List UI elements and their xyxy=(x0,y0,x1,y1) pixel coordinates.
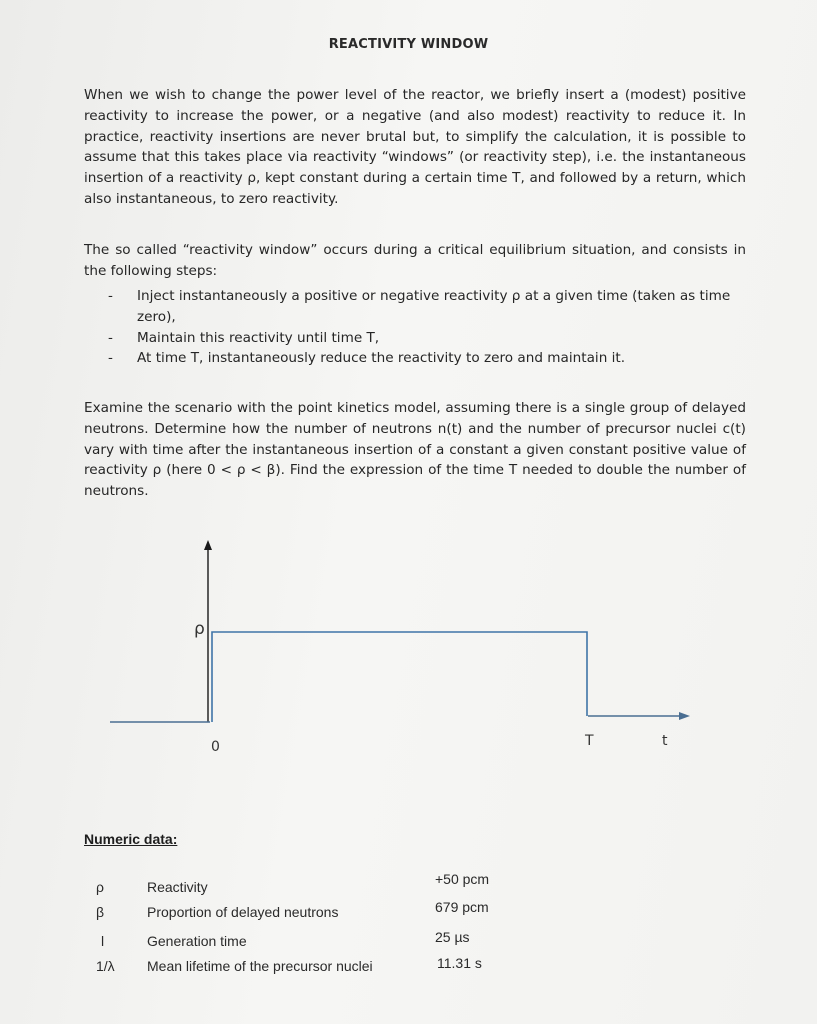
row-value: +50 pcm xyxy=(435,871,490,887)
step-text: Inject instantaneously a positive or negative reactivity ρ at a given time (taken as time zero), xyxy=(137,288,731,325)
symbol-beta: β xyxy=(96,904,105,920)
y-axis-label: ρ xyxy=(194,619,205,639)
row-value: 11.31 s xyxy=(437,955,482,971)
list-dash: - xyxy=(108,350,113,367)
t-axis-label: t xyxy=(662,733,668,749)
list-dash: - xyxy=(108,329,113,346)
numeric-data-heading: Numeric data: xyxy=(84,831,178,847)
reactivity-window-diagram xyxy=(0,530,817,760)
row-value: 679 pcm xyxy=(435,899,489,915)
row-description: Generation time xyxy=(147,933,247,949)
x-axis-arrow-icon xyxy=(679,712,690,720)
table-row xyxy=(0,871,817,899)
origin-label: 0 xyxy=(211,739,220,755)
steps-list xyxy=(108,286,748,369)
window-definition-paragraph: The so called “reactivity window” occurs during a critical equilibrium situation, and consists in the following steps: xyxy=(84,242,746,279)
row-description: Proportion of delayed neutrons xyxy=(147,904,339,920)
row-description: Reactivity xyxy=(147,879,208,895)
symbol-l: l xyxy=(101,933,105,949)
row-value: 25 µs xyxy=(435,929,470,945)
table-row xyxy=(0,899,817,924)
y-axis-arrow-icon xyxy=(204,540,212,550)
list-item xyxy=(108,328,748,349)
document-title: REACTIVITY WINDOW xyxy=(328,37,489,52)
symbol-rho: ρ xyxy=(96,879,104,895)
list-item xyxy=(108,286,748,328)
step-text: Maintain this reactivity until time T, xyxy=(137,329,380,346)
table-row xyxy=(0,929,817,953)
step-text: At time T, instantaneously reduce the reactivity to zero and maintain it. xyxy=(137,350,626,367)
reactivity-pulse xyxy=(212,632,587,722)
task-paragraph: Examine the scenario with the point kinetics model, assuming there is a single group of delayed neutrons. Determine how the number of neutrons n(t) and the number of precursor nuclei c(t) vary with time after the instantaneous insertion of a constant a given constant positive value of reactivity ρ (here 0 < ρ < β). Find the expression of the time T needed to double the number of neutrons. xyxy=(84,400,746,500)
list-dash: - xyxy=(108,288,113,304)
row-description: Mean lifetime of the precursor nuclei xyxy=(147,958,373,974)
table-row xyxy=(0,955,817,978)
symbol-inverse-lambda: 1/λ xyxy=(96,958,115,974)
list-item xyxy=(108,348,748,369)
T-label: T xyxy=(585,733,594,749)
intro-paragraph: When we wish to change the power level of the reactor, we briefly insert a (modest) positive reactivity to increase the power, or a negative (and also modest) reactivity to reduce it. In practice, reactivity insertions are never brutal but, to simplify the calculation, it is possible to assume that this takes place via reactivity “windows” (or reactivity step), i.e. the instantaneous insertion of a reactivity ρ, kept constant during a certain time T, and followed by a return, which also instantaneous, to zero reactivity. xyxy=(84,87,746,207)
